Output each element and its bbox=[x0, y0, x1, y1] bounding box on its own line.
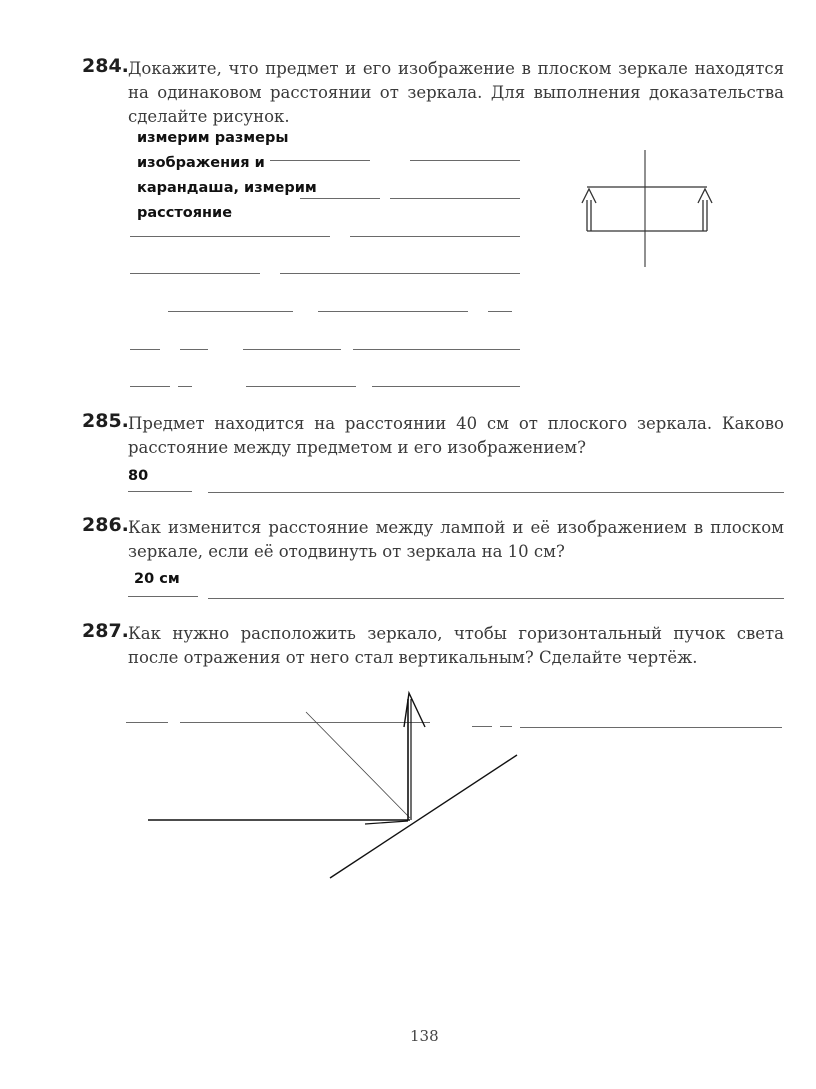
writing-line bbox=[246, 386, 356, 387]
problem-286-number: 286. bbox=[82, 514, 129, 536]
writing-line bbox=[180, 349, 208, 350]
writing-line bbox=[178, 386, 192, 387]
writing-line bbox=[372, 386, 520, 387]
writing-line bbox=[390, 198, 520, 199]
writing-line bbox=[130, 273, 260, 274]
writing-line bbox=[350, 236, 520, 237]
writing-line bbox=[410, 160, 520, 161]
writing-line bbox=[208, 492, 784, 493]
writing-line bbox=[208, 598, 784, 599]
writing-line bbox=[318, 311, 468, 312]
image-arrow bbox=[698, 189, 712, 231]
problem-284-number: 284. bbox=[82, 55, 129, 77]
problem-285-text: Предмет находится на расстоянии 40 см от плоского зеркала. Каково расстояние между предметом и его изображением? bbox=[128, 414, 784, 457]
problem-286-answer: 20 см bbox=[134, 571, 180, 587]
problem-287-number: 287. bbox=[82, 620, 129, 642]
writing-line bbox=[488, 311, 512, 312]
writing-line bbox=[130, 236, 330, 237]
problem-284-text: Докажите, что предмет и его изображение в плоском зеркале находятся на одинаковом расстоянии от зеркала. Для выполнения доказательства сделайте рисунок. bbox=[128, 59, 784, 126]
mirror-diagram-284 bbox=[575, 145, 725, 270]
object-arrow bbox=[582, 189, 596, 231]
writing-line bbox=[128, 491, 192, 492]
mirror-line bbox=[330, 755, 517, 878]
reflection-diagram-287 bbox=[140, 685, 530, 885]
writing-line bbox=[130, 386, 170, 387]
writing-line bbox=[520, 727, 782, 728]
writing-line bbox=[128, 596, 198, 597]
problem-284-answer-line-3: карандаша, измерим bbox=[137, 180, 317, 196]
page-number: 138 bbox=[410, 1027, 439, 1045]
problem-284-answer-line-1: измерим размеры bbox=[137, 130, 289, 146]
problem-287-text: Как нужно расположить зеркало, чтобы горизонтальный пучок света после отражения от него стал вертикальным? Сделайте чертёж. bbox=[128, 624, 784, 667]
writing-line bbox=[243, 349, 341, 350]
problem-285-number: 285. bbox=[82, 410, 129, 432]
normal-line bbox=[306, 712, 410, 818]
writing-line bbox=[280, 273, 520, 274]
problem-286-text: Как изменится расстояние между лампой и её изображением в плоском зеркале, если её отодвинуть от зеркала на 10 см? bbox=[128, 518, 784, 561]
problem-285-answer: 80 bbox=[128, 468, 149, 484]
writing-line bbox=[130, 349, 160, 350]
writing-line bbox=[353, 349, 520, 350]
writing-line bbox=[270, 160, 370, 161]
incident-ray-arrow bbox=[365, 821, 408, 824]
problem-284-answer-line-2: изображения и bbox=[137, 155, 265, 171]
reflected-ray-arrow bbox=[404, 693, 425, 727]
writing-line bbox=[300, 198, 380, 199]
writing-line bbox=[168, 311, 293, 312]
problem-284-answer-line-4: расстояние bbox=[137, 205, 233, 221]
